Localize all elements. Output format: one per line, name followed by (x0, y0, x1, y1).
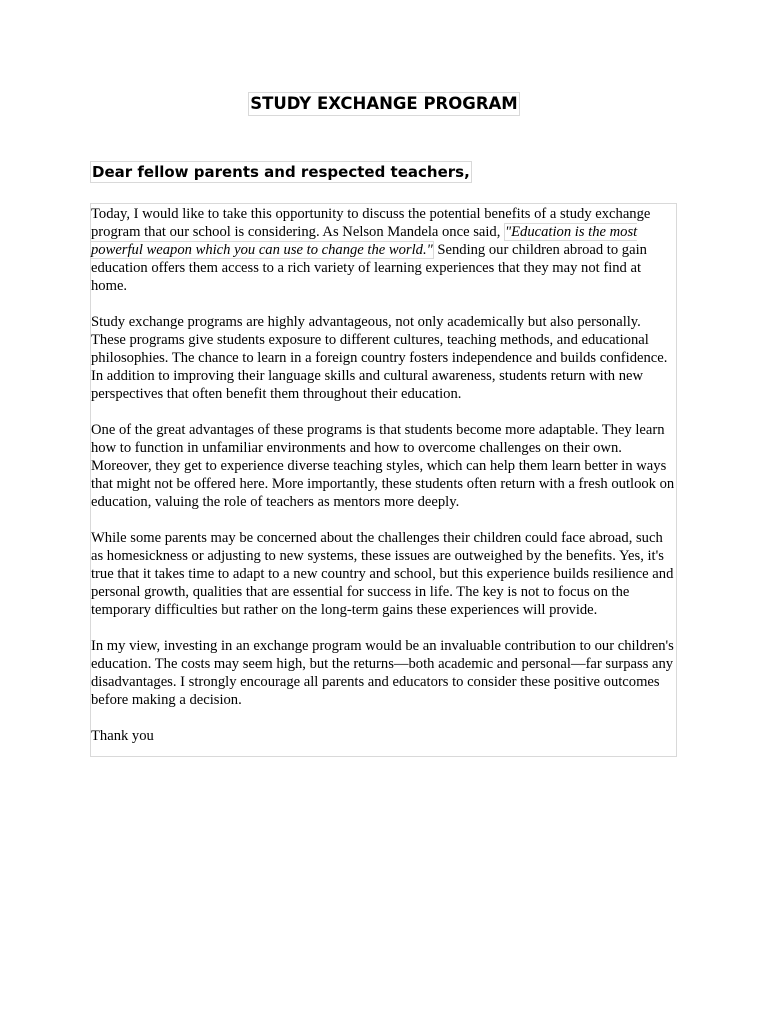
letter-body[interactable] (90, 203, 677, 757)
paragraph-intro (91, 205, 676, 295)
intro-text-before: Today, I would like to take this opportunity to discuss the potential benefits of a study exchange program that our school is considering. As Nelson Mandela once said, (91, 206, 651, 240)
document-title[interactable]: STUDY EXCHANGE PROGRAM (248, 92, 519, 116)
closing-line: Thank you (91, 728, 154, 744)
mandela-quote: "Education is the most powerful weapon which you can use to change the world." (91, 224, 638, 258)
paragraph-advantages: Study exchange programs are highly advantageous, not only academically but also personally. These programs give students exposure to different cultures, teaching methods, and educational philosophies. The chance to learn in a foreign country fosters independence and builds confidence. In addition to improving their language skills and cultural awareness, students return with new perspectives that often benefit them throughout their education. (91, 314, 668, 402)
salutation[interactable]: Dear fellow parents and respected teachers, (92, 163, 470, 181)
paragraph-conclusion: In my view, investing in an exchange program would be an invaluable contribution to our children's education. The costs may seem high, but the returns—both academic and personal—far surpass any disadvantages. I strongly encourage all parents and educators to consider these positive outcomes before making a decision. (91, 638, 674, 708)
paragraph-concerns: While some parents may be concerned about the challenges their children could face abroad, such as homesickness or adjusting to new systems, these issues are outweighed by the benefits. Yes, it's true that it takes time to adapt to a new country and school, but this experience builds resilience and personal growth, qualities that are essential for success in life. The key is not to focus on the temporary difficulties but rather on the long-term gains these experiences will provide. (91, 530, 674, 618)
intro-text-after: Sending our children abroad to gain education offers them access to a rich variety of learning experiences that they may not find at home. (91, 242, 647, 294)
title-container (0, 92, 768, 116)
paragraph-adaptability: One of the great advantages of these programs is that students become more adaptable. They learn how to function in unfamiliar environments and how to overcome challenges on their own. Moreover, they get to experience diverse teaching styles, which can help them learn better in ways that might not be offered here. More importantly, these students often return with a fresh outlook on education, valuing the role of teachers as mentors more deeply. (91, 422, 675, 510)
